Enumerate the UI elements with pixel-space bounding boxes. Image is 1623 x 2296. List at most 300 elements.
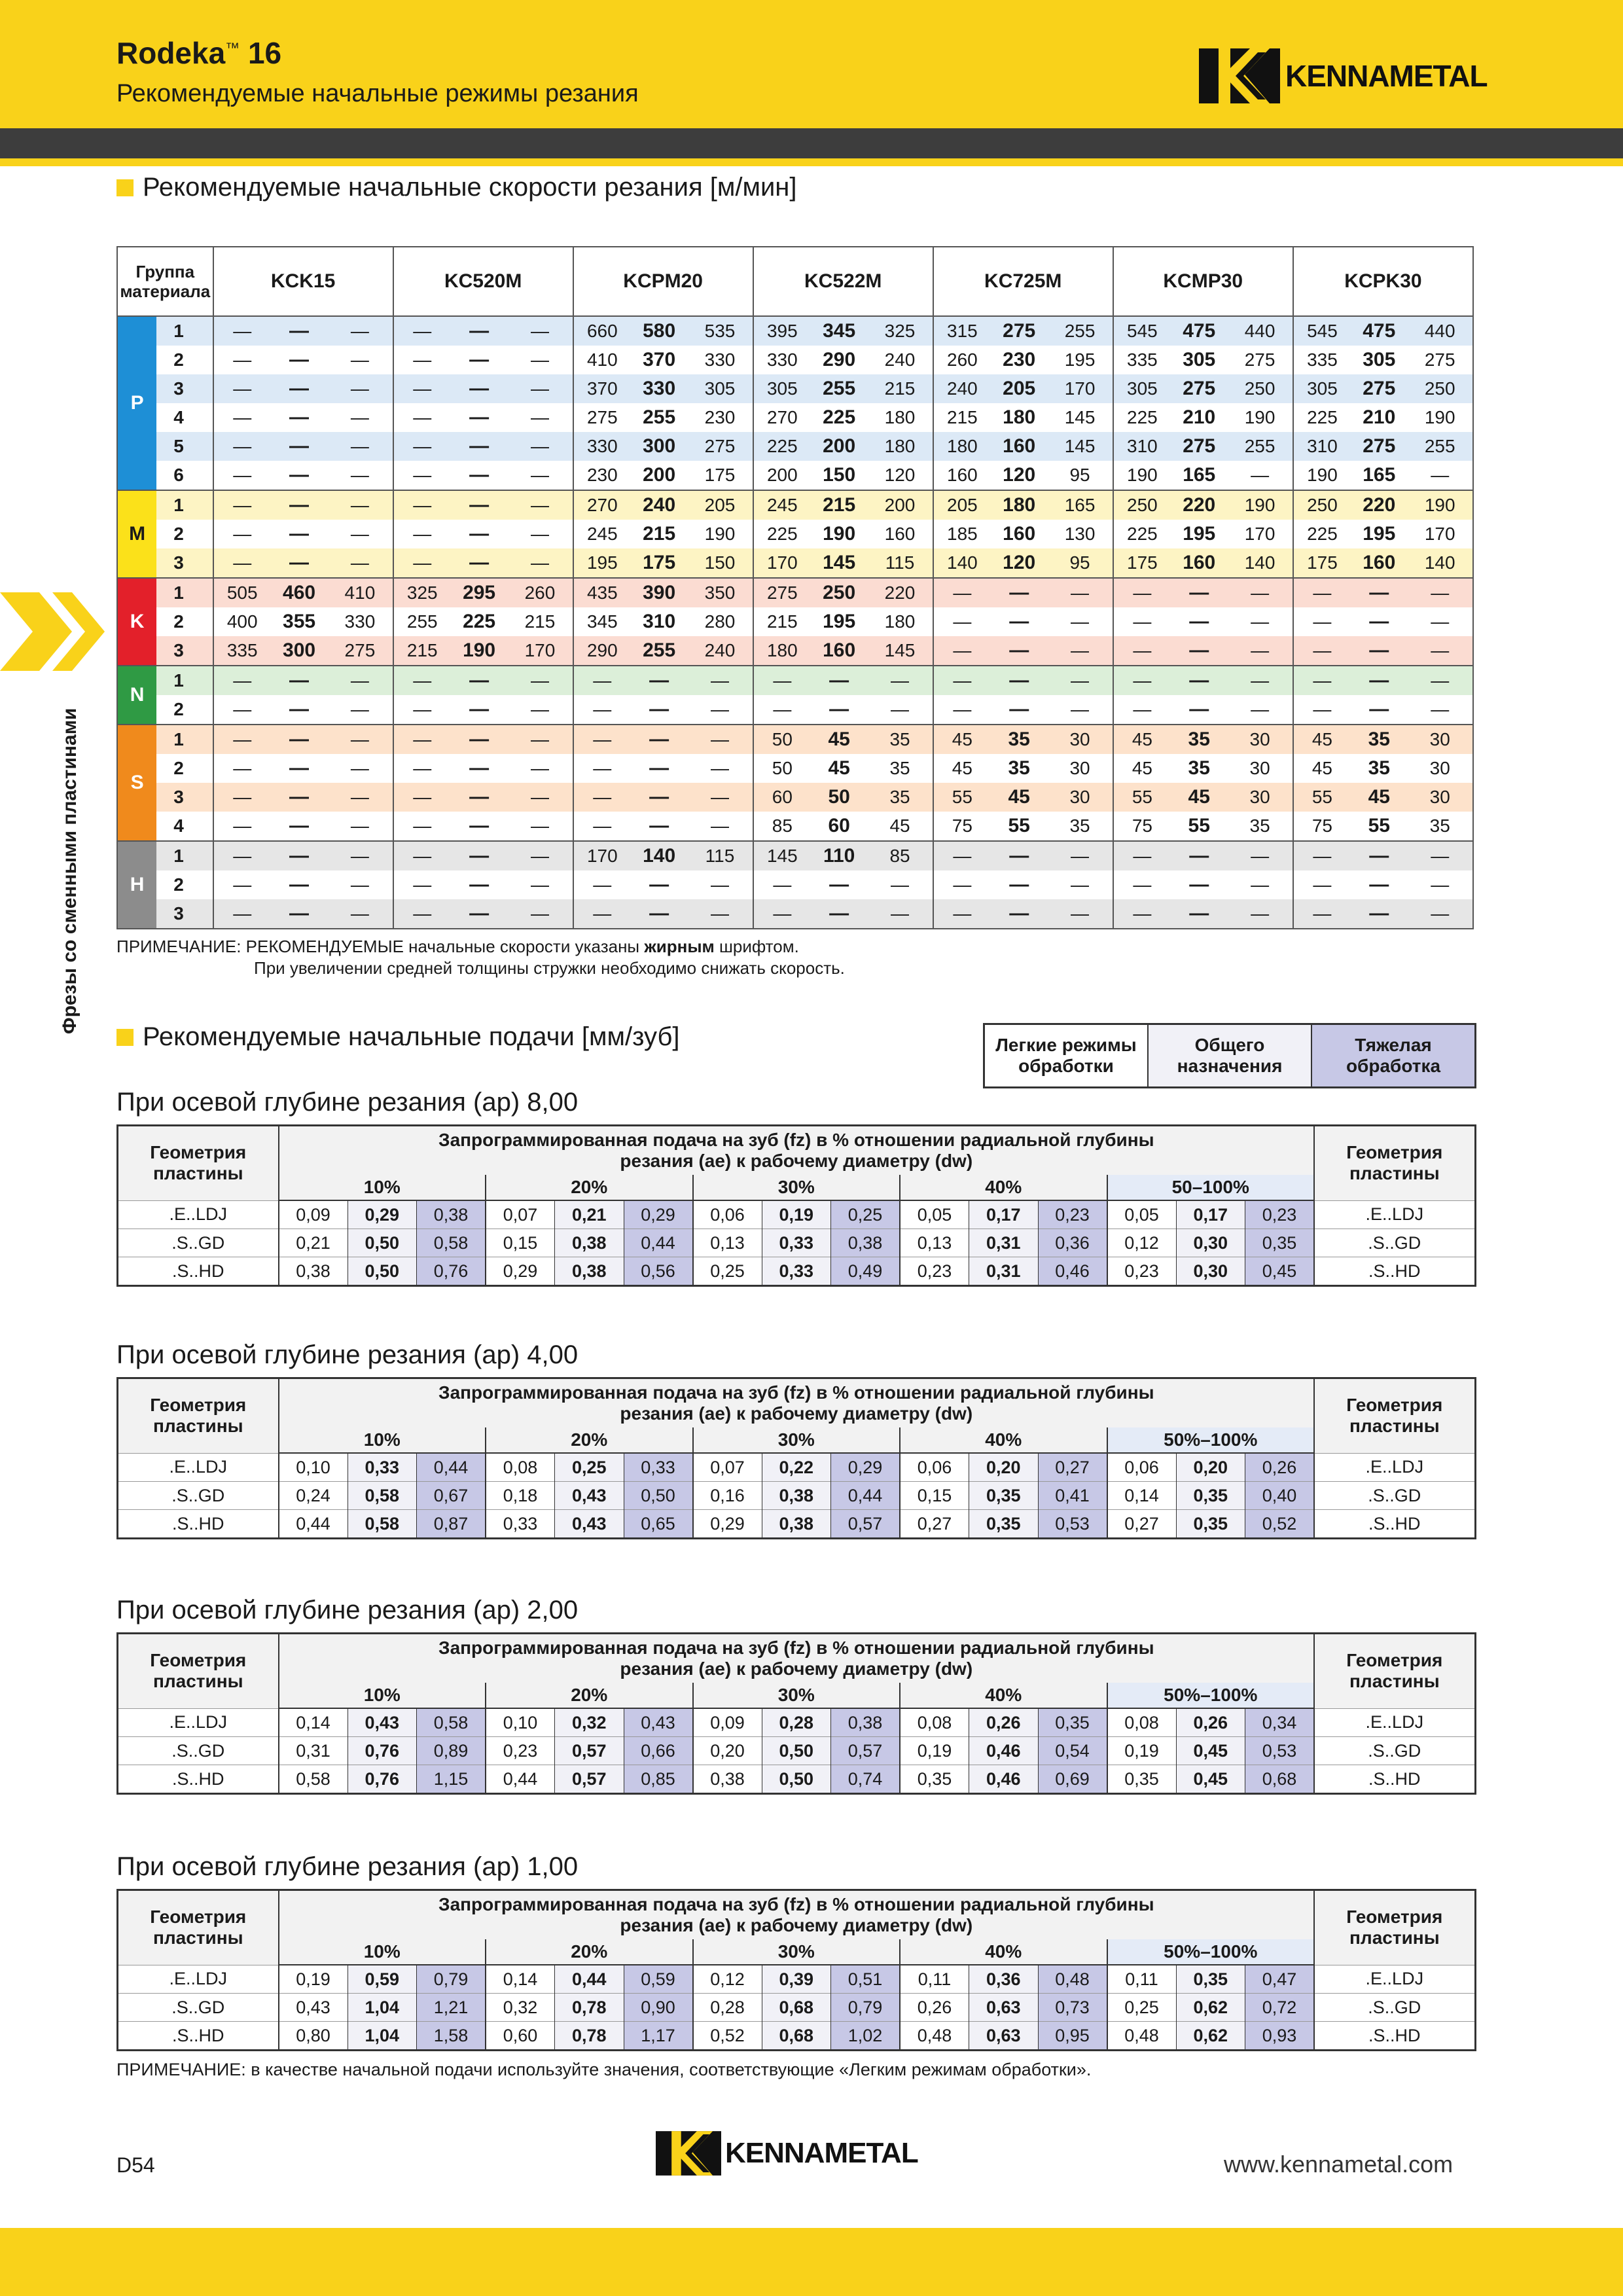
speed-value: —	[573, 870, 631, 899]
speed-value: 305	[1351, 346, 1407, 374]
note-suffix: шрифтом.	[714, 937, 799, 956]
speed-value: —	[507, 899, 573, 929]
material-subgroup-number: 6	[156, 461, 213, 490]
legend-light: Легкие режимы обработки	[985, 1025, 1147, 1086]
feed-value: 0,58	[348, 1482, 417, 1510]
speed-value: —	[213, 870, 271, 899]
speed-value: —	[687, 812, 753, 841]
speed-value: 110	[811, 841, 867, 870]
speed-value: 475	[1351, 316, 1407, 346]
speed-value: —	[867, 695, 933, 725]
speed-value: 215	[507, 607, 573, 636]
speed-value: —	[271, 346, 327, 374]
geometry-header: Геометрия пластины	[1314, 1634, 1475, 1709]
speed-value: 120	[867, 461, 933, 490]
speed-value: 400	[213, 607, 271, 636]
feed-value: 0,41	[1038, 1482, 1107, 1510]
speed-value: —	[393, 899, 451, 929]
speed-value: —	[393, 432, 451, 461]
speed-value: —	[811, 695, 867, 725]
speed-value: —	[451, 812, 507, 841]
feed-value: 0,15	[486, 1229, 555, 1257]
material-subgroup-number: 2	[156, 695, 213, 725]
speed-value: 245	[573, 520, 631, 548]
feed-value: 0,27	[1038, 1453, 1107, 1482]
speed-value: —	[1171, 578, 1227, 607]
speed-value: 220	[1171, 490, 1227, 520]
speed-value: —	[1407, 695, 1473, 725]
geometry-cell: .S..HD	[118, 1510, 279, 1539]
feed-percent-row	[118, 1939, 1476, 1965]
speed-value: 170	[1047, 374, 1113, 403]
speed-value: —	[327, 346, 393, 374]
feed-value: 0,25	[555, 1453, 624, 1482]
feed-value: 0,05	[1107, 1200, 1177, 1229]
feed-value: 0,44	[417, 1453, 486, 1482]
speed-value: —	[451, 316, 507, 346]
speeds-row	[117, 607, 1473, 636]
feed-percent-header: 40%	[900, 1683, 1107, 1708]
feed-header-row	[118, 1378, 1476, 1428]
feed-value: 0,35	[1176, 1965, 1245, 1994]
speed-value: —	[991, 695, 1047, 725]
feed-value: 0,60	[486, 2022, 555, 2051]
feed-value: 0,33	[486, 1510, 555, 1539]
speed-value: —	[507, 841, 573, 870]
feed-value: 0,62	[1176, 1994, 1245, 2022]
feed-value: 0,14	[279, 1708, 348, 1737]
speed-value: —	[1351, 636, 1407, 666]
feed-value: 0,68	[1245, 1765, 1315, 1794]
speed-value: —	[393, 520, 451, 548]
speed-value: —	[1407, 841, 1473, 870]
feed-value: 0,06	[1107, 1453, 1177, 1482]
speed-value: —	[1047, 899, 1113, 929]
speed-value: —	[327, 520, 393, 548]
feeds-title-text: Рекомендуемые начальные подачи [мм/зуб]	[143, 1022, 680, 1051]
feed-value: 0,32	[486, 1994, 555, 2022]
feed-value: 0,30	[1176, 1229, 1245, 1257]
feed-percent-header: 20%	[486, 1427, 693, 1453]
feed-value: 0,29	[693, 1510, 762, 1539]
speed-value: —	[451, 403, 507, 432]
feed-value: 0,43	[555, 1482, 624, 1510]
feed-value: 0,68	[762, 2022, 831, 2051]
feed-value: 0,26	[900, 1994, 969, 2022]
feed-value: 0,13	[900, 1229, 969, 1257]
feed-value: 0,22	[762, 1453, 831, 1482]
speed-value: 35	[991, 754, 1047, 783]
feed-value: 0,36	[1038, 1229, 1107, 1257]
grade-header: KCPK30	[1293, 247, 1473, 316]
feed-value: 0,50	[624, 1482, 693, 1510]
speeds-title-text: Рекомендуемые начальные скорости резания [м/мин]	[143, 173, 797, 202]
speed-value: 240	[687, 636, 753, 666]
speeds-row	[117, 578, 1473, 607]
speed-value: —	[327, 812, 393, 841]
speeds-table	[116, 246, 1474, 929]
geometry-header: Геометрия пластины	[1314, 1890, 1475, 1965]
feed-value: 0,26	[1245, 1453, 1315, 1482]
feed-value: 1,04	[348, 1994, 417, 2022]
speeds-row	[117, 636, 1473, 666]
header-yellow-line	[0, 158, 1623, 166]
speed-value: —	[507, 461, 573, 490]
speed-value: —	[213, 666, 271, 695]
speed-value: —	[1171, 666, 1227, 695]
speed-value: 205	[933, 490, 991, 520]
feed-table	[116, 1377, 1476, 1539]
kennametal-k-icon	[656, 2128, 721, 2178]
speed-value: —	[1407, 578, 1473, 607]
speed-value: 145	[811, 548, 867, 578]
speed-value: 275	[327, 636, 393, 666]
feed-value: 0,65	[624, 1510, 693, 1539]
feed-value: 0,57	[831, 1737, 901, 1765]
feeds-section-title	[116, 1022, 680, 1052]
feed-percent-header: 10%	[279, 1427, 486, 1453]
speed-value: —	[507, 695, 573, 725]
grade-header: KCK15	[213, 247, 393, 316]
speed-value: —	[451, 461, 507, 490]
feed-value: 0,87	[417, 1510, 486, 1539]
feed-value: 0,90	[624, 1994, 693, 2022]
feed-row	[118, 1765, 1476, 1794]
speed-value: 300	[631, 432, 687, 461]
feed-value: 0,12	[1107, 1229, 1177, 1257]
speed-value: 55	[1171, 812, 1227, 841]
speed-value: 310	[631, 607, 687, 636]
feed-value: 0,16	[693, 1482, 762, 1510]
speed-value: 195	[1351, 520, 1407, 548]
feed-value: 0,09	[279, 1200, 348, 1229]
material-subgroup-number: 2	[156, 520, 213, 548]
feed-value: 0,59	[624, 1965, 693, 1994]
speed-value: —	[507, 520, 573, 548]
feed-value: 0,35	[1176, 1482, 1245, 1510]
speed-value: 45	[1171, 783, 1227, 812]
speed-value: 475	[1171, 316, 1227, 346]
speed-value: 255	[1047, 316, 1113, 346]
speed-value: —	[933, 578, 991, 607]
material-subgroup-number: 3	[156, 783, 213, 812]
geometry-cell: .E..LDJ	[118, 1200, 279, 1229]
speed-value: —	[213, 346, 271, 374]
speed-value: 60	[811, 812, 867, 841]
speed-value: —	[451, 725, 507, 754]
speed-value: —	[753, 666, 811, 695]
speed-value: —	[327, 899, 393, 929]
speeds-row	[117, 666, 1473, 695]
speed-value: —	[213, 432, 271, 461]
speed-value: —	[1227, 607, 1293, 636]
speed-value: 180	[991, 490, 1047, 520]
material-subgroup-number: 4	[156, 403, 213, 432]
speed-value: 395	[753, 316, 811, 346]
speed-value: —	[271, 316, 327, 346]
speed-value: 390	[631, 578, 687, 607]
speed-value: 175	[631, 548, 687, 578]
feed-value: 0,43	[279, 1994, 348, 2022]
speed-value: 180	[991, 403, 1047, 432]
speed-value: —	[327, 841, 393, 870]
material-group-code: H	[117, 841, 156, 929]
speed-value: 325	[393, 578, 451, 607]
speeds-note-line2: При увеличении средней толщины стружки необходимо снижать скорость.	[254, 958, 845, 978]
geometry-header: Геометрия пластины	[118, 1890, 279, 1965]
speed-value: 275	[1171, 432, 1227, 461]
feed-value: 1,17	[624, 2022, 693, 2051]
geometry-cell: .E..LDJ	[118, 1965, 279, 1994]
speed-value: —	[631, 695, 687, 725]
speed-value: —	[1293, 636, 1351, 666]
feed-value: 0,76	[348, 1765, 417, 1794]
speed-value: 145	[867, 636, 933, 666]
material-group-code: K	[117, 578, 156, 666]
speed-value: —	[1171, 841, 1227, 870]
speed-value: 275	[753, 578, 811, 607]
speed-value: 545	[1293, 316, 1351, 346]
speeds-row	[117, 812, 1473, 841]
website-url: www.kennametal.com	[1224, 2151, 1454, 2178]
speed-value: 225	[1293, 520, 1351, 548]
speed-value: 190	[811, 520, 867, 548]
feed-header-row	[118, 1890, 1476, 1940]
speeds-row	[117, 725, 1473, 754]
feed-table	[116, 1889, 1476, 2051]
speed-value: —	[1227, 841, 1293, 870]
speed-value: —	[1171, 899, 1227, 929]
feed-value: 0,35	[1038, 1708, 1107, 1737]
feed-span-header: Запрограммированная подача на зуб (fz) в % отношении радиальной глубины резания (ae) к рабочему диаметру (dw)	[279, 1378, 1315, 1428]
speed-value: —	[753, 870, 811, 899]
speed-value: 140	[631, 841, 687, 870]
feed-value: 0,48	[1107, 2022, 1177, 2051]
feed-value: 0,36	[969, 1965, 1039, 1994]
feed-value: 0,14	[486, 1965, 555, 1994]
grade-header: KC522M	[753, 247, 933, 316]
speed-value: —	[327, 432, 393, 461]
feed-value: 0,25	[1107, 1994, 1177, 2022]
geometry-cell: .E..LDJ	[1314, 1965, 1475, 1994]
speed-value: —	[213, 490, 271, 520]
speed-value: 225	[753, 520, 811, 548]
feed-value: 0,40	[1245, 1482, 1315, 1510]
speed-value: —	[393, 346, 451, 374]
speed-value: —	[631, 812, 687, 841]
feed-value: 0,35	[969, 1482, 1039, 1510]
speed-value: 330	[687, 346, 753, 374]
speed-value: —	[507, 316, 573, 346]
speed-value: 140	[1407, 548, 1473, 578]
feed-value: 0,48	[1038, 1965, 1107, 1994]
feed-percent-header: 40%	[900, 1939, 1107, 1965]
speed-value: 270	[573, 490, 631, 520]
speed-value: 45	[1113, 725, 1171, 754]
feed-value: 0,29	[831, 1453, 901, 1482]
feed-value: 0,25	[831, 1200, 901, 1229]
feed-value: 0,38	[831, 1229, 901, 1257]
document-subtitle: Рекомендуемые начальные режимы резания	[116, 80, 639, 107]
speeds-row	[117, 754, 1473, 783]
feed-value: 0,14	[1107, 1482, 1177, 1510]
feed-value: 0,33	[348, 1453, 417, 1482]
geometry-cell: .E..LDJ	[118, 1453, 279, 1482]
speed-value: —	[271, 725, 327, 754]
speed-value: —	[213, 812, 271, 841]
speed-value: —	[213, 783, 271, 812]
speed-value: —	[573, 812, 631, 841]
speed-value: —	[393, 316, 451, 346]
speed-value: 275	[1407, 346, 1473, 374]
feed-value: 0,44	[831, 1482, 901, 1510]
speed-value: 45	[991, 783, 1047, 812]
speed-value: —	[1047, 841, 1113, 870]
feed-value: 0,57	[555, 1737, 624, 1765]
speed-value: 175	[1113, 548, 1171, 578]
speed-value: —	[1113, 666, 1171, 695]
speed-value: 250	[1293, 490, 1351, 520]
material-subgroup-number: 3	[156, 899, 213, 929]
feed-table-title: При осевой глубине резания (ap) 2,00	[116, 1596, 579, 1624]
speed-value: —	[451, 841, 507, 870]
speed-value: 35	[1171, 725, 1227, 754]
feed-value: 0,21	[279, 1229, 348, 1257]
speed-value: —	[811, 870, 867, 899]
feed-value: 0,57	[555, 1765, 624, 1794]
material-group-code: P	[117, 316, 156, 490]
speed-value: 30	[1047, 725, 1113, 754]
geometry-cell: .S..GD	[118, 1482, 279, 1510]
speed-value: —	[1293, 607, 1351, 636]
speed-value: 35	[1351, 725, 1407, 754]
speed-value: —	[867, 899, 933, 929]
speed-value: —	[1293, 899, 1351, 929]
feed-value: 0,28	[693, 1994, 762, 2022]
speeds-row	[117, 520, 1473, 548]
speed-value: —	[271, 432, 327, 461]
legend-heavy: Тяжелая обработка	[1311, 1025, 1474, 1086]
speed-value: 200	[631, 461, 687, 490]
feed-value: 1,02	[831, 2022, 901, 2051]
feed-value: 0,31	[279, 1737, 348, 1765]
feed-value: 0,53	[1245, 1737, 1315, 1765]
feed-value: 0,21	[555, 1200, 624, 1229]
feed-value: 0,62	[1176, 2022, 1245, 2051]
speed-value: 120	[991, 548, 1047, 578]
feed-value: 0,89	[417, 1737, 486, 1765]
speed-value: —	[1227, 899, 1293, 929]
geometry-cell: .S..HD	[1314, 2022, 1475, 2051]
speed-value: 275	[991, 316, 1047, 346]
feed-value: 0,95	[1038, 2022, 1107, 2051]
speed-value: 140	[1227, 548, 1293, 578]
speed-value: 85	[867, 841, 933, 870]
feed-value: 0,58	[348, 1510, 417, 1539]
speed-value: —	[1113, 899, 1171, 929]
material-subgroup-number: 5	[156, 432, 213, 461]
feed-value: 0,38	[417, 1200, 486, 1229]
feed-value: 0,38	[693, 1765, 762, 1794]
feed-value: 0,44	[555, 1965, 624, 1994]
speed-value: —	[867, 666, 933, 695]
speed-value: 45	[811, 725, 867, 754]
speed-value: 175	[1293, 548, 1351, 578]
speed-value: 55	[1351, 812, 1407, 841]
material-subgroup-number: 1	[156, 666, 213, 695]
geometry-header: Геометрия пластины	[118, 1634, 279, 1709]
feed-value: 0,10	[486, 1708, 555, 1737]
feed-value: 0,38	[762, 1482, 831, 1510]
feed-value: 0,50	[762, 1765, 831, 1794]
speed-value: 150	[811, 461, 867, 490]
speed-value: 505	[213, 578, 271, 607]
feed-percent-header: 20%	[486, 1939, 693, 1965]
speed-value: 160	[1171, 548, 1227, 578]
section-chevron-icon	[0, 592, 111, 674]
speed-value: —	[1047, 607, 1113, 636]
speed-value: 35	[867, 725, 933, 754]
feed-table	[116, 1124, 1476, 1287]
material-group-header-line: материала	[120, 281, 211, 301]
speed-value: —	[867, 870, 933, 899]
document-title	[116, 35, 281, 71]
speed-value: 145	[1047, 403, 1113, 432]
material-subgroup-number: 2	[156, 607, 213, 636]
feed-value: 0,08	[1107, 1708, 1177, 1737]
feed-table-title: При осевой глубине резания (ap) 8,00	[116, 1088, 579, 1117]
speed-value: 130	[1047, 520, 1113, 548]
speeds-row	[117, 403, 1473, 432]
feed-span-header: Запрограммированная подача на зуб (fz) в % отношении радиальной глубины резания (ae) к рабочему диаметру (dw)	[279, 1634, 1315, 1683]
feed-value: 0,25	[693, 1257, 762, 1286]
speed-value: 205	[991, 374, 1047, 403]
feed-value: 0,44	[486, 1765, 555, 1794]
speed-value: 245	[753, 490, 811, 520]
speed-value: 195	[811, 607, 867, 636]
speed-value: —	[753, 695, 811, 725]
speed-value: 35	[1047, 812, 1113, 841]
feed-row	[118, 1737, 1476, 1765]
speed-value: —	[507, 666, 573, 695]
speed-value: 215	[631, 520, 687, 548]
speed-value: 180	[867, 403, 933, 432]
material-subgroup-number: 4	[156, 812, 213, 841]
feed-percent-row	[118, 1683, 1476, 1708]
speed-value: —	[327, 666, 393, 695]
speeds-row	[117, 490, 1473, 520]
speed-value: —	[1227, 695, 1293, 725]
feed-value: 0,49	[831, 1257, 901, 1286]
speed-value: —	[213, 374, 271, 403]
speed-value: —	[271, 520, 327, 548]
geometry-cell: .E..LDJ	[118, 1708, 279, 1737]
speed-value: —	[393, 403, 451, 432]
speed-value: —	[1113, 578, 1171, 607]
speed-value: —	[213, 695, 271, 725]
feed-percent-header: 10%	[279, 1175, 486, 1200]
speed-value: 230	[573, 461, 631, 490]
speed-value: —	[753, 899, 811, 929]
speed-value: 45	[1293, 725, 1351, 754]
speed-value: —	[213, 754, 271, 783]
speed-value: 45	[811, 754, 867, 783]
feed-row	[118, 1510, 1476, 1539]
title-number: 16	[247, 36, 282, 70]
speed-value: —	[573, 783, 631, 812]
speed-value: 660	[573, 316, 631, 346]
speed-value: 410	[573, 346, 631, 374]
